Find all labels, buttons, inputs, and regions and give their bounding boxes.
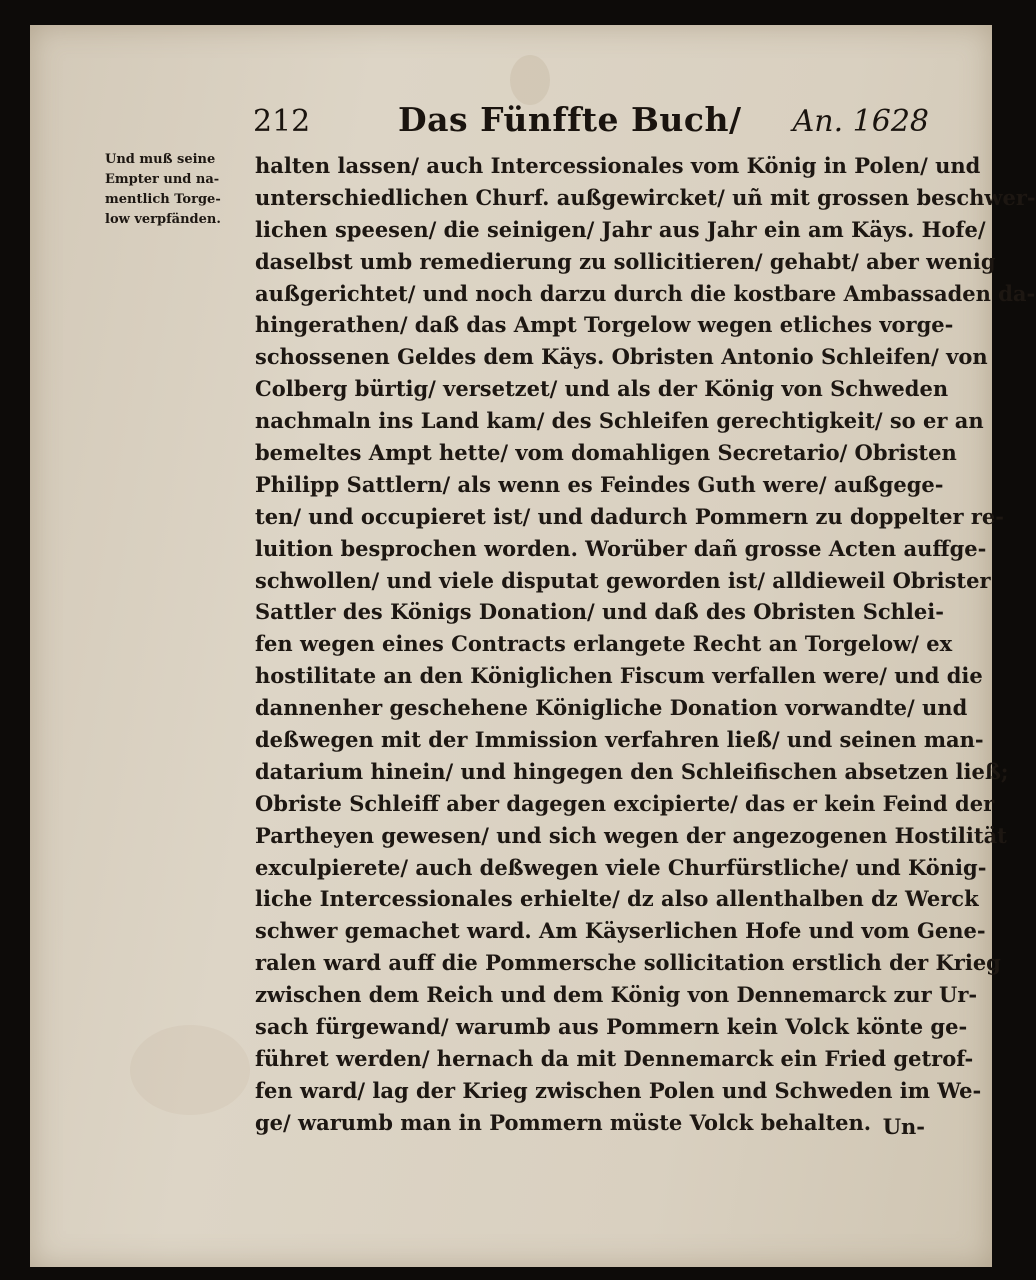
text-line: bemeltes Ampt hette/ vom domahligen Secretario/ Obristen (255, 440, 957, 466)
text-line: daselbst umb remedierung zu sollicitieren/ gehabt/ aber wenig (255, 248, 996, 274)
text-line: dannenher geschehene Königliche Donation vorwandte/ und (255, 695, 968, 721)
marginal-note-line: mentlich Torge- (105, 192, 221, 207)
text-line: deßwegen mit der Immission verfahren ließ/ und seinen man- (255, 727, 984, 753)
text-line: unterschiedlichen Churf. außgewircket/ uñ mit grossen beschwer- (255, 184, 1036, 210)
text-line: exculpierete/ auch deßwegen viele Churfürstliche/ und König- (255, 854, 987, 880)
running-title: Das Fünffte Buch/ (398, 100, 742, 139)
text-line: ralen ward auff die Pommersche sollicitation erstlich der Krieg (255, 950, 1001, 976)
text-line: hostilitate an den Königlichen Fiscum verfallen were/ und die (255, 663, 983, 689)
text-line: schwollen/ und viele disputat geworden ist/ alldieweil Obrister (255, 567, 991, 593)
text-line: datarium hinein/ und hingegen den Schleifischen absetzen ließ; (255, 758, 1009, 784)
text-line: ge/ warumb man in Pommern müste Volck behalten. (255, 1109, 872, 1135)
text-line: Obriste Schleiff aber dagegen excipierte/ das er kein Feind der (255, 790, 995, 816)
paper-stain (510, 55, 550, 105)
text-line: schossenen Geldes dem Käys. Obristen Antonio Schleifen/ von (255, 344, 988, 370)
paper-stain (130, 1025, 250, 1115)
page-number: 212 (253, 104, 311, 139)
text-line: sach fürgewand/ warumb aus Pommern kein Volck könte ge- (255, 1014, 968, 1040)
text-line: Philipp Sattlern/ als wenn es Feindes Guth were/ außgege- (255, 471, 944, 497)
text-line: fen ward/ lag der Krieg zwischen Polen und Schweden im We- (255, 1077, 982, 1103)
text-line: halten lassen/ auch Intercessionales vom König in Polen/ und (255, 153, 981, 178)
marginal-note-line: Empter und na- (105, 172, 220, 187)
text-line: ten/ und occupieret ist/ und dadurch Pommern zu doppelter re- (255, 503, 1004, 529)
text-line: lichen speesen/ die seinigen/ Jahr aus Jahr ein am Käys. Hofe/ (255, 216, 986, 242)
page-header (253, 100, 933, 144)
marginal-note (105, 150, 255, 230)
text-line: liche Intercessionales erhielte/ dz also allenthalben dz Werck (255, 886, 979, 912)
text-line: Colberg bürtig/ versetzet/ und als der König von Schweden (255, 376, 949, 402)
text-line: führet werden/ hernach da mit Dennemarck ein Fried getrof- (255, 1045, 974, 1071)
text-line: hingerathen/ daß das Ampt Torgelow wegen etliches vorge- (255, 312, 954, 338)
text-line: außgerichtet/ und noch darzu durch die kostbare Ambassaden da- (255, 280, 1036, 306)
text-line: fen wegen eines Contracts erlangete Recht an Torgelow/ ex (255, 631, 953, 657)
text-line: zwischen dem Reich und dem König von Dennemarck zur Ur- (255, 982, 978, 1008)
text-line: schwer gemachet ward. Am Käyserlichen Hofe und vom Gene- (255, 918, 986, 944)
year-label: An. 1628 (792, 104, 929, 139)
marginal-note-line: low verpfänden. (105, 212, 221, 227)
text-line: Partheyen gewesen/ und sich wegen der angezogenen Hostilität (255, 822, 1007, 848)
text-line: luition besprochen worden. Worüber dañ grosse Acten auffge- (255, 535, 987, 561)
text-line: Sattler des Königs Donation/ und daß des Obristen Schlei- (255, 599, 944, 625)
catchword: Un- (882, 1114, 925, 1139)
text-line: nachmaln ins Land kam/ des Schleifen gerechtigkeit/ so er an (255, 408, 984, 434)
body-text (255, 150, 1036, 1139)
marginal-note-line: Und muß seine (105, 152, 216, 167)
